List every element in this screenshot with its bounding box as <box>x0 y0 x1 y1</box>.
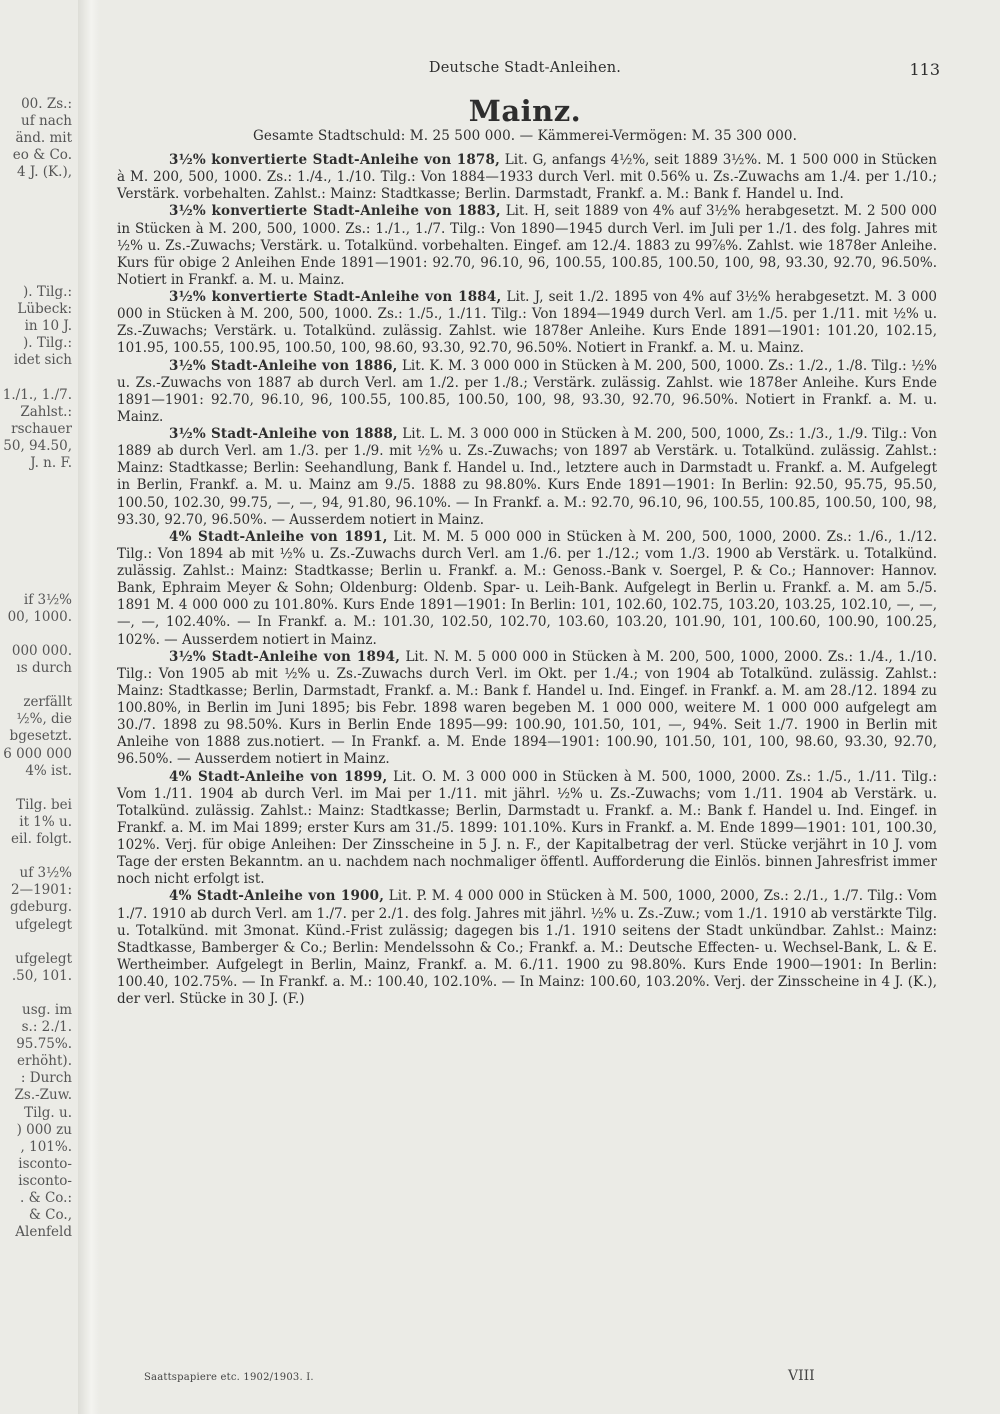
bleed-line: bgesetzt. <box>9 728 72 745</box>
loan-entry-text: Lit. K. M. 3 000 000 in Stücken à M. 200, 500, 1000. Zs.: 1./2., 1./8. Tilg.: ½% u. Zs.-Zuwachs von 1887 ab durch Verl. am 1./2. per 1./8.; Verstärk. zulässig. Zahlst. wie 1878er Anleihe. Kurs Ende 1891—1901: 92.70, 96.10, 96, 100.55, 100.85, 100.50, 100, 98, 93.30, 92.70, 96.50%. Notiert in Frankf. a. M. u. Mainz. <box>117 357 937 425</box>
bleed-line <box>0 489 72 506</box>
loan-entry <box>117 769 937 889</box>
city-heading: Mainz. <box>468 94 582 128</box>
bleed-line <box>0 181 72 198</box>
bleed-line: J. n. F. <box>30 454 72 471</box>
loan-entry <box>117 152 937 203</box>
bleed-line: eo & Co. <box>12 147 72 164</box>
bleed-line: isconto- <box>18 1155 72 1172</box>
facing-page-bleed <box>0 96 72 1241</box>
bleed-line: .50, 101. <box>11 967 72 984</box>
bleed-line: ) 000 zu <box>16 1121 72 1138</box>
loan-entry-text: Lit. H, seit 1889 von 4% auf 3½% herabgesetzt. M. 2 500 000 in Stücken à M. 200, 500, 1000. Zs.: 1./1., 1./7. Tilg.: Von 1890—1945 durch Verl. im Juli per 1./1. des folg. Jahres mit ½% u. Zs.-Zuwachs; Verstärk. u. Totalkünd. vorbehalten. Eingef. am 12./4. 1883 zu 99⅞%. Zahlst. wie 1878er Anleihe. Kurs für obige 2 Anleihen Ende 1891—1901: 92.70, 96.10, 96, 100.55, 100.85, 100.50, 100, 98, 93.30, 92.70, 96.50%. Notiert in Frankf. a. M. u. Mainz. <box>117 203 937 288</box>
loan-entry-text: Lit. L. M. 3 000 000 in Stücken à M. 200, 500, 1000, Zs.: 1./3., 1./9. Tilg.: Von 1889 ab durch Verl. am 1./3. per 1./9. mit ½% u. Zs.-Zuwachs; von 1897 ab Verstärk. u. Totalkünd. zulässig. Zahlst.: Mainz: Stadtkasse; Berlin: Seehandlung, Bank f. Handel u. Ind., letztere auch in Darmstadt u. Frankf. a. M. Aufgelegt in Berlin, Frankf. a. M. u. Mainz am 9./5. 1888 zu 98.80%. Kurs Ende 1891—1901: In Berlin: 92.50, 95.75, 95.50, 100.50, 102.30, 99.75, —, —, 94, 91.80, 96.10%. — In Frankf. a. M.: 92.70, 96.10, 96, 100.55, 100.85, 100.50, 100, 98, 93.30, 92.70, 96.50%. — Ausserdem notiert in Mainz. <box>117 426 937 528</box>
loan-entry <box>117 358 937 427</box>
bleed-line <box>0 370 72 387</box>
bleed-line: & Co., <box>28 1207 72 1224</box>
loan-entry-text: Lit. P. M. 4 000 000 in Stücken à M. 500, 1000, 2000, Zs.: 2./1., 1./7. Tilg.: Vom 1./7. 1910 ab durch Verl. am 1./7. per 2./1. des folg. Jahres mit jährl. ½% u. Zs.-Zuw.; vom 1./1. 1910 ab verstärkte Tilg. u. Totalkünd. mit 3monat. Künd.-Frist zulässig; dagegen bis 1./1. 1910 seitens der Stadt unkündbar. Zahlst.: Mainz: Stadtkasse, Bamberger & Co.; Berlin: Mendelssohn & Co.; Frankf. a. M.: Deutsche Effecten- u. Wechsel-Bank, L. & E. Wertheimber. Aufgelegt in Berlin, Mainz, Frankf. a. M. 6./11. 1900 zu 98.80%. Kurs Ende 1900—1901: In Berlin: 100.40, 102.75%. — In Frankf. a. M.: 100.40, 102.10%. — In Mainz: 100.60, 103.20%. Verj. der Zinsscheine in 4 J. (K.), der verl. Stücke in 30 J. (F.) <box>117 888 937 1008</box>
bleed-line: ½%, die <box>16 711 72 728</box>
bleed-line: 4% ist. <box>25 762 72 779</box>
loan-entry <box>117 649 937 769</box>
bleed-line <box>0 626 72 643</box>
debt-summary: Gesamte Stadtschuld: M. 25 500 000. — Kämmerei-Vermögen: M. 35 300 000. <box>252 128 797 144</box>
footer-signature: Saattspapiere etc. 1902/1903. I. <box>144 1372 314 1383</box>
loan-entry-heading: 3½% Stadt-Anleihe von 1886, <box>169 357 398 374</box>
bleed-line: : Durch <box>20 1070 72 1087</box>
loan-entry <box>117 289 937 358</box>
bleed-line <box>0 575 72 592</box>
loan-entry-heading: 3½% konvertierte Stadt-Anleihe von 1883, <box>169 203 501 220</box>
loan-entries <box>117 152 937 1008</box>
bleed-line <box>0 934 72 951</box>
bleed-line: usg. im <box>22 1001 72 1018</box>
bleed-line: idet sich <box>13 352 72 369</box>
loan-entry-heading: 3½% Stadt-Anleihe von 1888, <box>169 426 398 442</box>
bleed-line: Zahlst.: <box>20 403 72 420</box>
bleed-line <box>0 677 72 694</box>
bleed-line: s.: 2./1. <box>21 1019 72 1036</box>
page-number: 113 <box>909 60 940 79</box>
bleed-line: 1./1., 1./7. <box>2 386 72 403</box>
bleed-line: uf nach <box>21 113 72 130</box>
bleed-line <box>0 506 72 523</box>
bleed-line: Tilg. bei <box>16 796 72 813</box>
running-header <box>110 60 940 82</box>
loan-entry-heading: 4% Stadt-Anleihe von 1891, <box>169 528 388 545</box>
bleed-line: rschauer <box>11 420 72 437</box>
bleed-line: 2—1901: <box>11 882 72 899</box>
loan-entry-text: Lit. N. M. 5 000 000 in Stücken à M. 200, 500, 1000, 2000. Zs.: 1./4., 1./10. Tilg.: Von 1905 ab mit ½% u. Zs.-Zuwachs durch Verl. im Okt. per 1./4.; von 1904 ab Totalkünd. zulässig. Zahlst.: Mainz: Stadtkasse; Berlin, Darmstadt, Frankf. a. M.: Bank f. Handel u. Ind. Eingef. in Frankf. a. M. am 28./12. 1894 zu 100.80%, in Berlin im Juni 1895; bis Febr. 1898 waren begeben M. 1 000 000, weitere M. 1 000 000 aufgelegt am 30./7. 1898 zu 98.50%. Kurs in Berlin Ende 1895—99: 100.90, 101.50, 101, —, 94%. Seit 1./7. 1900 in Berlin mit Anleihe von 1888 zus.notiert. — In Frankf. a. M. Ende 1894—1901: 100.90, 101.50, 101, 100, 98.60, 93.30, 92.70, 96.50%. — Ausserdem notiert in Mainz. <box>117 648 937 768</box>
bleed-line: ). Tilg.: <box>23 335 72 352</box>
bleed-line: 00, 1000. <box>7 608 72 625</box>
bleed-line <box>0 472 72 489</box>
bleed-line <box>0 540 72 557</box>
bleed-line: Tilg. u. <box>24 1104 72 1121</box>
loan-entry-text: Lit. M. M. 5 000 000 in Stücken à M. 200, 500, 1000, 2000. Zs.: 1./6., 1./12. Tilg.: Von 1894 ab mit ½% u. Zs.-Zuwachs durch Verl. am 1./6. per 1./12.; vom 1./3. 1900 ab Verstärk. u. Totalkünd. zulässig. Zahlst.: Mainz: Stadtkasse; Berlin u. Frankf. a. M.: Genoss.-Bank v. Soergel, P. & Co.; Hannover: Hannov. Bank, Ephraim Meyer & Sohn; Oldenburg: Oldenb. Spar- u. Leih-Bank. Aufgelegt in Berlin u. Frankf. a. M. am 5./5. 1891 M. 4 000 000 zu 101.80%. Kurs Ende 1891—1901: In Berlin: 101, 102.60, 102.75, 103.20, 103.25, 102.10, —, —, —, —, 102.40%. — In Frankf. a. M.: 101.30, 102.50, 102.70, 103.60, 103.20, 101.90, 101, 100.60, 100.90, 100.25, 102%. — Ausserdem notiert in Mainz. <box>117 528 937 648</box>
bleed-line: 95.75%. <box>16 1036 72 1053</box>
bleed-line: 4 J. (K.), <box>16 164 72 181</box>
loan-entry <box>117 426 937 529</box>
bleed-line <box>0 233 72 250</box>
book-gutter <box>78 0 100 1414</box>
bleed-line: 00. Zs.: <box>21 96 72 112</box>
loan-entry-heading: 4% Stadt-Anleihe von 1900, <box>169 888 385 905</box>
bleed-line: isconto- <box>18 1172 72 1189</box>
bleed-line <box>0 523 72 540</box>
bleed-line <box>0 216 72 233</box>
loan-entry-heading: 3½% konvertierte Stadt-Anleihe von 1878, <box>169 152 501 168</box>
loan-entry-text: Lit. J, seit 1./2. 1895 von 4% auf 3½% herabgesetzt. M. 3 000 000 in Stücken à M. 200, 500, 1000. Zs.: 1./5., 1./11. Tilg.: Von 1894—1949 durch Verl. am 1./5. per 1./11. mit ½% u. Zs.-Zuwachs; Verstärk. u. Totalkünd. zulässig. Zahlst. wie 1878er Anleihe. Kurs Ende 1891—1901: 101.20, 102.15, 101.95, 100.55, 100.95, 100.50, 100, 98.60, 93.30, 92.70, 96.50%. Notiert in Frankf. a. M. u. Mainz. <box>117 289 937 357</box>
bleed-line: it 1% u. <box>19 813 72 830</box>
bleed-line <box>0 848 72 865</box>
loan-entry <box>117 888 937 1008</box>
bleed-line: , 101%. <box>20 1138 72 1155</box>
bleed-line: ıs durch <box>16 660 72 677</box>
bleed-line: 000 000. <box>11 643 72 659</box>
bleed-line: if 3½% <box>23 591 72 608</box>
loan-entry <box>117 529 937 649</box>
bleed-line: eil. folgt. <box>10 831 72 848</box>
bleed-line: änd. mit <box>15 130 72 147</box>
bleed-line <box>0 780 72 797</box>
bleed-line: zerfällt <box>23 694 72 711</box>
bleed-line: 50, 94.50, <box>3 437 72 454</box>
bleed-line <box>0 985 72 1002</box>
bleed-line <box>0 250 72 267</box>
bleed-line: ufgelegt <box>15 916 72 933</box>
bleed-line: gdeburg. <box>10 899 72 916</box>
bleed-line <box>0 267 72 284</box>
bleed-line: . & Co.: <box>20 1190 72 1206</box>
bleed-line: 6 000 000 <box>3 745 72 762</box>
loan-entry-heading: 3½% Stadt-Anleihe von 1894, <box>169 648 401 665</box>
loan-entry-text: Lit. G, anfangs 4½%, seit 1889 3½%. M. 1 500 000 in Stücken à M. 200, 500, 1000. Zs.: 1./4., 1./10. Tilg.: Von 1884—1933 durch Verl. mit 0.56% u. Zs.-Zuwachs am 1./4. per 1./10.; Verstärk. vorbehalten. Zahlst.: Mainz: Stadtkasse; Berlin. Darmstadt, Frankf. a. M.: Bank f. Handel u. Ind. <box>117 152 937 203</box>
loan-entry-text: Lit. O. M. 3 000 000 in Stücken à M. 500, 1000, 2000. Zs.: 1./5., 1./11. Tilg.: Vom 1./11. 1904 ab durch Verl. im Mai per 1./11. mit jährl. ½% u. Zs.-Zuwachs; vom 1./11. 1904 ab Verstärk. u. Totalkünd. zulässig. Zahlst.: Mainz: Stadtkasse; Berlin, Darmstadt u. Frankf. a. M.: Bank f. Handel u. Ind. Eingef. in Frankf. a. M. im Mai 1899; erster Kurs am 31./5. 1899: 101.10%. Kurs in Frankf. a. M. Ende 1899—1901: 101, 100.30, 102%. Verj. für obige Anleihen: Der Zinsscheine in 5 J. n. F., der Kapitalbetrag der verl. Stücke verjährt in 10 J. vom Tage der ersten Bekanntm. an u. nachdem nach nochmaliger öffentl. Aufforderung die Einlös. binnen Jahresfrist immer noch nicht erfolgt ist. <box>117 768 937 888</box>
bleed-line: Alenfeld <box>15 1224 72 1241</box>
bleed-line <box>0 199 72 216</box>
bleed-line: uf 3½% <box>19 865 72 882</box>
loan-entry <box>117 203 937 289</box>
bleed-line <box>0 558 72 575</box>
bleed-line: in 10 J. <box>24 318 72 335</box>
bleed-line: Lübeck: <box>17 301 72 318</box>
loan-entry-heading: 4% Stadt-Anleihe von 1899, <box>169 768 388 785</box>
loan-entry-heading: 3½% konvertierte Stadt-Anleihe von 1884, <box>169 289 502 305</box>
footer-sheet-mark: VIII <box>788 1368 815 1384</box>
bleed-line: erhöht). <box>17 1053 72 1070</box>
bleed-line: Zs.-Zuw. <box>14 1087 72 1104</box>
running-title: Deutsche Stadt-Anleihen. <box>428 60 622 76</box>
bleed-line: ). Tilg.: <box>23 284 72 301</box>
bleed-line: ufgelegt <box>15 950 72 967</box>
